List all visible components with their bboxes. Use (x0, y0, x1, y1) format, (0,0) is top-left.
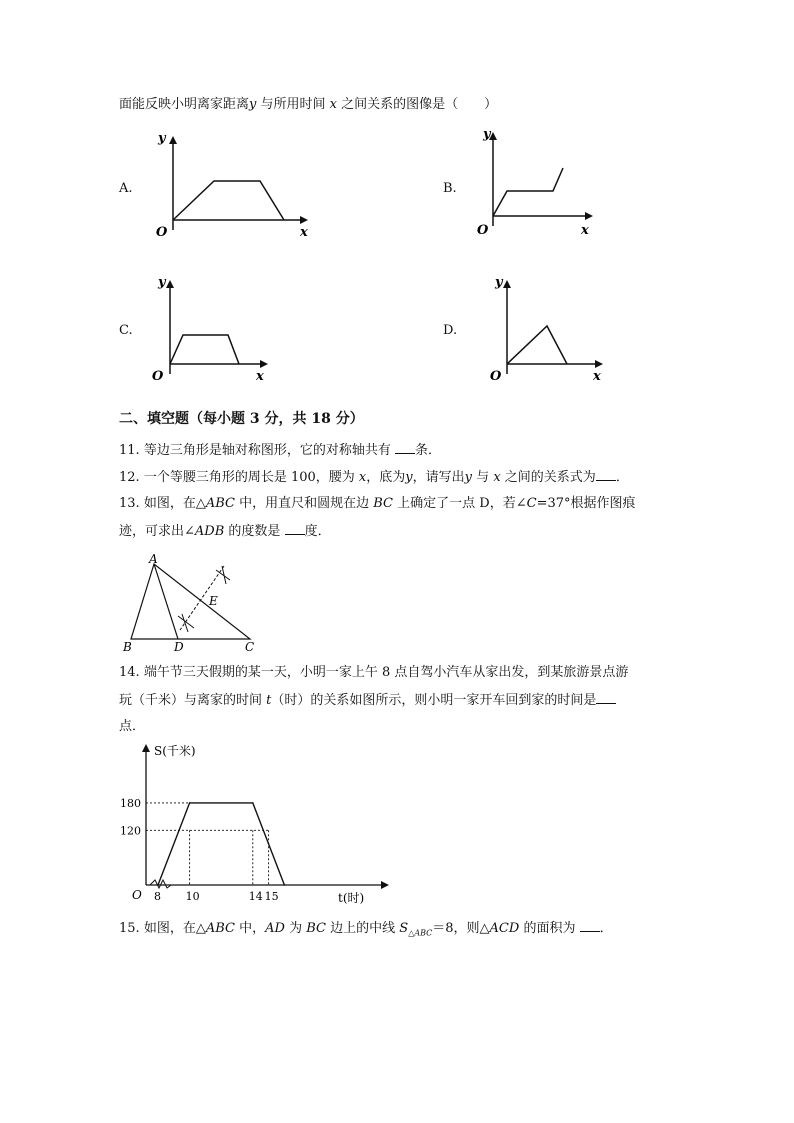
q13-line2: 迹，可求出∠ADB 的度数是 度． (119, 524, 331, 539)
answer-blank[interactable] (285, 522, 305, 535)
q12: 12. 一个等腰三角形的周长是 100，腰为 x，底为y，请写出y 与 x 之间的关系式为 ． (119, 470, 629, 485)
axis-y-label: y (158, 275, 166, 290)
q10-stem: 面能反映小明离家距离y 与所用时间 x 之间关系的图像是（ ） (119, 97, 498, 112)
data-point (189, 802, 191, 804)
origin-label: O (156, 225, 168, 240)
option-c-label: C. (119, 323, 133, 338)
q14-line2: 玩（千米）与离家的时间 t（时）的关系如图所示，则小明一家开车回到家的时间是 (119, 691, 616, 710)
x-tick-label: 15 (264, 890, 279, 903)
x-tick-label: 8 (154, 890, 161, 903)
x-axis-arrow (381, 881, 389, 889)
q11: 11. 等边三角形是轴对称图形，它的对称轴共有 条． (119, 443, 441, 458)
q13-triangle-figure (118, 550, 268, 658)
q14-line3: 点． (119, 719, 146, 734)
x-tick-label: 14 (248, 890, 263, 903)
axis-x-label: x (593, 369, 601, 384)
x-tick-label: 10 (185, 890, 200, 903)
y-tick-label: 180 (120, 796, 141, 810)
option-c-graph (150, 270, 280, 385)
y-tick-label: 120 (120, 824, 141, 838)
vertex-c-label: C (245, 640, 255, 654)
option-d-graph (485, 270, 615, 385)
distance-time-chart (110, 738, 390, 903)
answer-blank[interactable] (596, 468, 616, 481)
axis-y-label: y (158, 131, 166, 146)
section-title: 二、填空题（每小题 3 分，共 18 分） (119, 411, 364, 427)
data-point (157, 884, 159, 886)
answer-blank[interactable] (596, 691, 616, 704)
vertex-b-label: B (123, 640, 132, 654)
option-d-label: D. (443, 323, 458, 338)
data-point (284, 884, 286, 886)
option-b-label: B. (443, 181, 457, 196)
origin-label: O (490, 369, 502, 384)
option-b-graph (475, 126, 605, 238)
y-axis-label: S(千米) (154, 744, 196, 758)
point-e-label: E (209, 594, 218, 608)
point-d-label: D (174, 640, 184, 654)
q13-line1: 13. 如图，在△ABC 中，用直尺和圆规在边 BC 上确定了一点 D，若∠C=37°根据作图痕 (119, 496, 636, 511)
option-a-label: A. (119, 181, 133, 196)
axis-x-label: x (300, 225, 308, 240)
axis-y-label: y (483, 127, 491, 142)
vertex-a-label: A (149, 552, 158, 566)
answer-blank[interactable] (395, 441, 415, 454)
origin-label: O (477, 223, 489, 238)
origin-label: O (132, 888, 142, 902)
axis-break (150, 880, 171, 888)
axis-x-label: x (256, 369, 264, 384)
data-point (252, 802, 254, 804)
series-line (158, 803, 284, 885)
x-axis-label: t(时) (338, 891, 365, 905)
answer-blank[interactable] (580, 919, 600, 932)
origin-label: O (152, 369, 164, 384)
option-a-graph (150, 130, 320, 240)
axis-y-label: y (495, 275, 503, 290)
y-axis-arrow (142, 744, 150, 752)
q15: 15. 如图，在△ABC 中，AD 为 BC 边上的中线 $S_{\triangle ABC}=8$，则△ACD 的面积为 ． (119, 921, 613, 938)
axis-x-label: x (581, 223, 589, 238)
q14-line1: 14. 端午节三天假期的某一天，小明一家上午 8 点自驾小汽车从家出发，到某旅游景点游 (119, 665, 629, 680)
